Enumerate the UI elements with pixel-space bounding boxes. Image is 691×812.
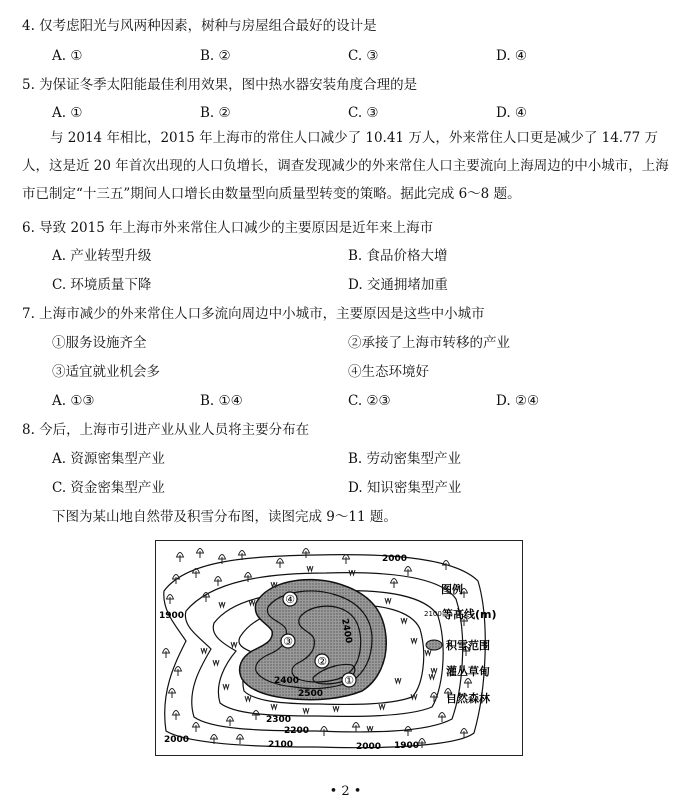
marker-2: [315, 654, 329, 668]
option-d: D. ④: [496, 105, 528, 121]
reading-passage: 与 2014 年相比，2015 年上海市的常住人口减少了 10.41 万人，外来常住人口更是减少了 14.77 万人，这是近 20 年首次出现的人口负增长，调查发现减少的外来常住人口主要流向上海周边的中小城市，上海市已制定“十三五”期间人口增长由数量型向质量型转变的策略。据此完成 6～8 题。: [22, 130, 669, 202]
option-c: C. ②③: [348, 393, 391, 409]
option-b: B. ②: [200, 48, 231, 64]
option-d: D. ④: [496, 48, 528, 64]
question-4-options: [0, 46, 691, 66]
question-7: [0, 304, 691, 324]
option-b: B. 劳动密集型产业: [348, 451, 462, 467]
figure-intro: [0, 507, 691, 527]
option-a: A. ①: [52, 48, 83, 64]
option-a: A. 资源密集型产业: [52, 451, 165, 467]
option-a: A. ①: [52, 105, 83, 121]
question-4: [0, 16, 691, 36]
marker-1: [342, 673, 356, 687]
contour-map-svg: [156, 541, 522, 755]
question-8-options-row1: [0, 449, 691, 469]
question-7-options: [0, 391, 691, 411]
option-b: B. 食品价格大增: [348, 248, 448, 264]
option-a: A. ①③: [52, 393, 95, 409]
contour-label: 2400: [274, 676, 300, 686]
option-c: C. 资金密集型产业: [52, 480, 165, 496]
svg-text:①: ①: [344, 674, 354, 687]
mountain-contour-map: [155, 540, 523, 756]
question-6-stem: 6. 导致 2015 年上海市外来常住人口减少的主要原因是近年来上海市: [22, 220, 434, 236]
marker-3: [281, 634, 295, 648]
snow-swatch: [426, 640, 442, 650]
question-7-items-row2: [0, 362, 691, 382]
question-6-options-row1: [0, 246, 691, 266]
contour-label: 2000: [382, 554, 408, 564]
figure-intro-text: 下图为某山地自然带及积雪分布图，读图完成 9～11 题。: [52, 509, 397, 525]
item-2: ②承接了上海市转移的产业: [348, 335, 510, 351]
option-c: C. 环境质量下降: [52, 277, 152, 293]
contour-label: 2400: [339, 617, 354, 645]
contour-label: 2100: [268, 740, 294, 750]
item-3: ③适宜就业机会多: [52, 364, 160, 380]
option-c: C. ③: [348, 105, 379, 121]
svg-text:④: ④: [285, 593, 295, 606]
question-8: [0, 420, 691, 440]
contour-label: 2500: [298, 689, 324, 699]
question-5-options: [0, 103, 691, 123]
legend-forest-label: 自然森林: [446, 692, 490, 705]
page-number: • 2 •: [329, 784, 362, 799]
question-8-stem: 8. 今后，上海市引进产业从业人员将主要分布在: [22, 422, 310, 438]
question-5: [0, 75, 691, 95]
option-b: B. ①④: [200, 393, 243, 409]
contour-label: 2000: [356, 742, 382, 752]
option-a: A. 产业转型升级: [52, 248, 152, 264]
marker-4: [283, 592, 297, 606]
option-d: D. ②④: [496, 393, 540, 409]
question-7-stem: 7. 上海市减少的外来常住人口多流向周边中小城市，主要原因是这些中小城市: [22, 306, 485, 322]
option-b: B. ②: [200, 105, 231, 121]
contour-label: 2300: [266, 715, 292, 725]
question-5-stem: 5. 为保证冬季太阳能最佳利用效果，图中热水器安装角度合理的是: [22, 77, 418, 93]
contour-label: 2200: [284, 726, 310, 736]
option-d: D. 知识密集型产业: [348, 480, 462, 496]
legend-contour-sample: 2100: [424, 610, 442, 618]
option-d: D. 交通拥堵加重: [348, 277, 448, 293]
legend-shrub-label: 灌丛草甸: [446, 665, 490, 678]
contour-label: 2000: [164, 735, 190, 745]
legend-contour-label: 等高线(m): [442, 608, 497, 621]
question-7-items-row1: [0, 333, 691, 353]
svg-text:③: ③: [283, 635, 293, 648]
svg-text:②: ②: [317, 655, 327, 668]
question-4-stem: 4. 仅考虑阳光与风两种因素，树种与房屋组合最好的设计是: [22, 18, 377, 34]
legend-snow-label: 积雪范围: [446, 639, 490, 652]
item-1: ①服务设施齐全: [52, 335, 147, 351]
question-6: [0, 218, 691, 238]
contour-label: 1900: [394, 741, 420, 751]
item-4: ④生态环境好: [348, 364, 429, 380]
contour-label: 1900: [159, 611, 185, 621]
legend-title: 图例: [441, 583, 463, 596]
option-c: C. ③: [348, 48, 379, 64]
question-8-options-row2: [0, 478, 691, 498]
question-6-options-row2: [0, 275, 691, 295]
